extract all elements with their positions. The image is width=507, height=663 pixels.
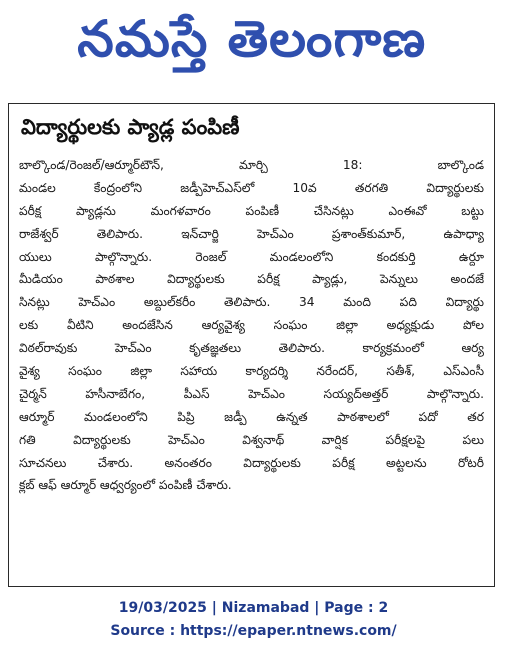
article-line: మండల కేంద్రంలోని జడ్పీహెచ్ఎస్‌లో 10వ తరగతి విద్యార్థులకు <box>19 180 484 195</box>
article-clipping <box>8 103 495 587</box>
article-line: చైర్మన్ హసీనాబేగం, పీఎస్ హెచ్ఎం సయ్యద్‌అత్తర్ పాల్గొన్నారు. <box>19 386 484 401</box>
article-line: మీడియం పాఠశాల విద్యార్థులకు పరీక్ష ప్యాడ్లు, పెన్నులు అందజే <box>19 272 484 287</box>
article-body <box>19 154 484 497</box>
article-line: ఆర్మూర్ మండలంలోని పిప్రి జడ్పీ ఉన్నత పాఠశాలలో పదో తర <box>19 409 484 424</box>
article-line: సినట్లు హెచ్ఎం అబ్దుల్‌కరీం తెలిపారు. 34 మంది పది విద్యార్థు <box>19 295 484 310</box>
article-line: సూచనలు చేశారు. అనంతరం విద్యార్థులకు పరీక్ష అట్టలను రోటరీ <box>19 455 484 470</box>
article-line: యులు పాల్గొన్నారు. రెంజల్ మండలంలోని కందకుర్తి ఉర్దూ <box>19 249 484 264</box>
article-headline: విద్యార్థులకు ప్యాడ్ల పంపిణీ <box>21 115 240 139</box>
article-line: రాజేశ్వర్ తెలిపారు. ఇన్‌చార్జి హెచ్ఎం ప్రశాంత్‌కుమార్, ఉపాధ్యా <box>19 226 484 241</box>
source-credit: Source : https://epaper.ntnews.com/ <box>110 623 397 639</box>
article-line: లకు వీటిని అందజేసిన ఆర్యవైశ్య సంఘం జిల్లా అధ్యక్షుడు పోల <box>19 318 484 333</box>
article-line: విఠల్‌రావుకు హెచ్ఎం కృతజ్ఞతలు తెలిపారు. కార్యక్రమంలో ఆర్య <box>19 341 484 356</box>
newspaper-masthead <box>52 6 452 84</box>
article-line: వైశ్య సంఘం జిల్లా సహాయ కార్యదర్శి నరేందర్, సతీశ్, ఎస్ఎంసీ <box>19 364 484 379</box>
masthead-title: నమస్తే తెలంగాణ <box>77 9 427 68</box>
article-line: క్లబ్ ఆఫ్ ఆర్మూర్ ఆధ్వర్యంలో పంపిణీ చేశారు. <box>19 478 232 493</box>
article-line: గతి విద్యార్థులకు హెచ్ఎం విశ్వనాథ్ వార్షిక పరీక్షలపై పలు <box>19 432 484 447</box>
edition-info: 19/03/2025 | Nizamabad | Page : 2 <box>118 600 389 616</box>
article-line: బాల్కొండ/రెంజల్/ఆర్మూర్‌టౌన్, మార్చి 18: బాల్కొండ <box>19 158 484 172</box>
article-line: పరీక్ష ప్యాడ్లను మంగళవారం పంపిణీ చేసినట్లు ఎంఈవో బట్టు <box>19 203 484 218</box>
